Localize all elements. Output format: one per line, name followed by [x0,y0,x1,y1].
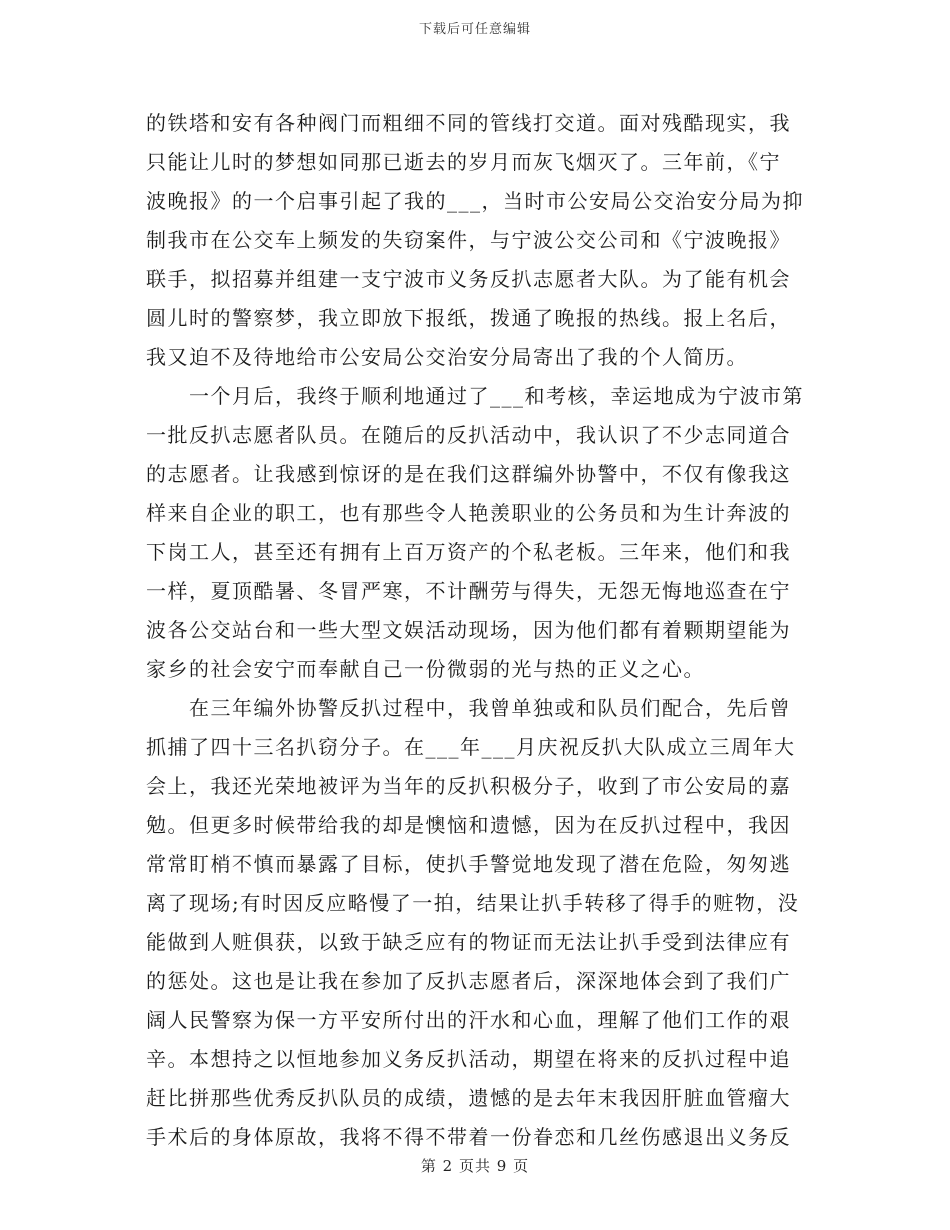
text-line: 波晚报》的一个启事引起了我的___，当时市公安局公交治安分局为抑 [146,189,804,213]
page-number: 第 2 页共 9 页 [420,1157,530,1175]
text-line: 制我市在公交车上频发的失窃案件，与宁波公交公司和《宁波晚报》 [146,228,791,252]
text-line: 的惩处。这也是让我在参加了反扒志愿者后，深深地体会到了我们广 [146,969,791,993]
text-line: 赶比拼那些优秀反扒队员的成绩，遗憾的是去年末我因肝脏血管瘤大 [146,1086,791,1110]
text-line: 常常盯梢不慎而暴露了目标，使扒手警觉地发现了潜在危险，匆匆逃 [146,852,791,876]
text-line: 辛。本想持之以恒地参加义务反扒活动，期望在将来的反扒过程中追 [146,1047,791,1071]
text-line: 波各公交站台和一些大型文娱活动现场，因为他们都有着颗期望能为 [146,618,791,642]
text-line: 离了现场;有时因反应略慢了一拍，结果让扒手转移了得手的赃物，没 [146,891,800,915]
text-line: 的志愿者。让我感到惊讶的是在我们这群编外协警中，不仅有像我这 [146,462,791,486]
text-line: 勉。但更多时候带给我的却是懊恼和遗憾，因为在反扒过程中，我因 [146,813,791,837]
text-line: 联手，拟招募并组建一支宁波市义务反扒志愿者大队。为了能有机会 [146,267,791,291]
text-line: 一样，夏顶酷暑、冬冒严寒，不计酬劳与得失，无怨无悔地巡查在宁 [146,579,791,603]
text-line: 下岗工人，甚至还有拥有上百万资产的个私老板。三年来，他们和我 [146,540,791,564]
text-line: 一批反扒志愿者队员。在随后的反扒活动中，我认识了不少志同道合 [146,423,791,447]
text-line: 我又迫不及待地给市公安局公交治安分局寄出了我的个人简历。 [146,345,748,369]
text-line: 抓捕了四十三名扒窃分子。在___年___月庆祝反扒大队成立三周年大 [146,735,796,759]
paragraph-start-line: 一个月后，我终于顺利地通过了___和考核，幸运地成为宁波市第 [189,384,804,408]
paragraph-start-line: 在三年编外协警反扒过程中，我曾单独或和队员们配合，先后曾 [189,696,791,720]
text-line: 家乡的社会安宁而奉献自己一份微弱的光与热的正义之心。 [146,657,705,681]
page-header: 下载后可任意编辑 [418,22,531,37]
text-line: 阔人民警察为保一方平安所付出的汗水和心血，理解了他们工作的艰 [146,1008,791,1032]
text-line: 会上，我还光荣地被评为当年的反扒积极分子，收到了市公安局的嘉 [146,774,791,798]
text-line: 手术后的身体原故，我将不得不带着一份眷恋和几丝伤感退出义务反 [146,1125,791,1149]
text-line: 只能让儿时的梦想如同那已逝去的岁月而灰飞烟灭了。三年前，《宁 [146,150,781,174]
text-line: 圆儿时的警察梦，我立即放下报纸，拨通了晚报的热线。报上名后， [146,306,791,330]
document-body [146,104,802,1157]
text-line: 能做到人赃俱获，以致于缺乏应有的物证而无法让扒手受到法律应有 [146,930,791,954]
text-line: 的铁塔和安有各种阀门而粗细不同的管线打交道。面对残酷现实，我 [146,111,791,135]
text-line: 样来自企业的职工，也有那些令人艳羡职业的公务员和为生计奔波的 [146,501,791,525]
